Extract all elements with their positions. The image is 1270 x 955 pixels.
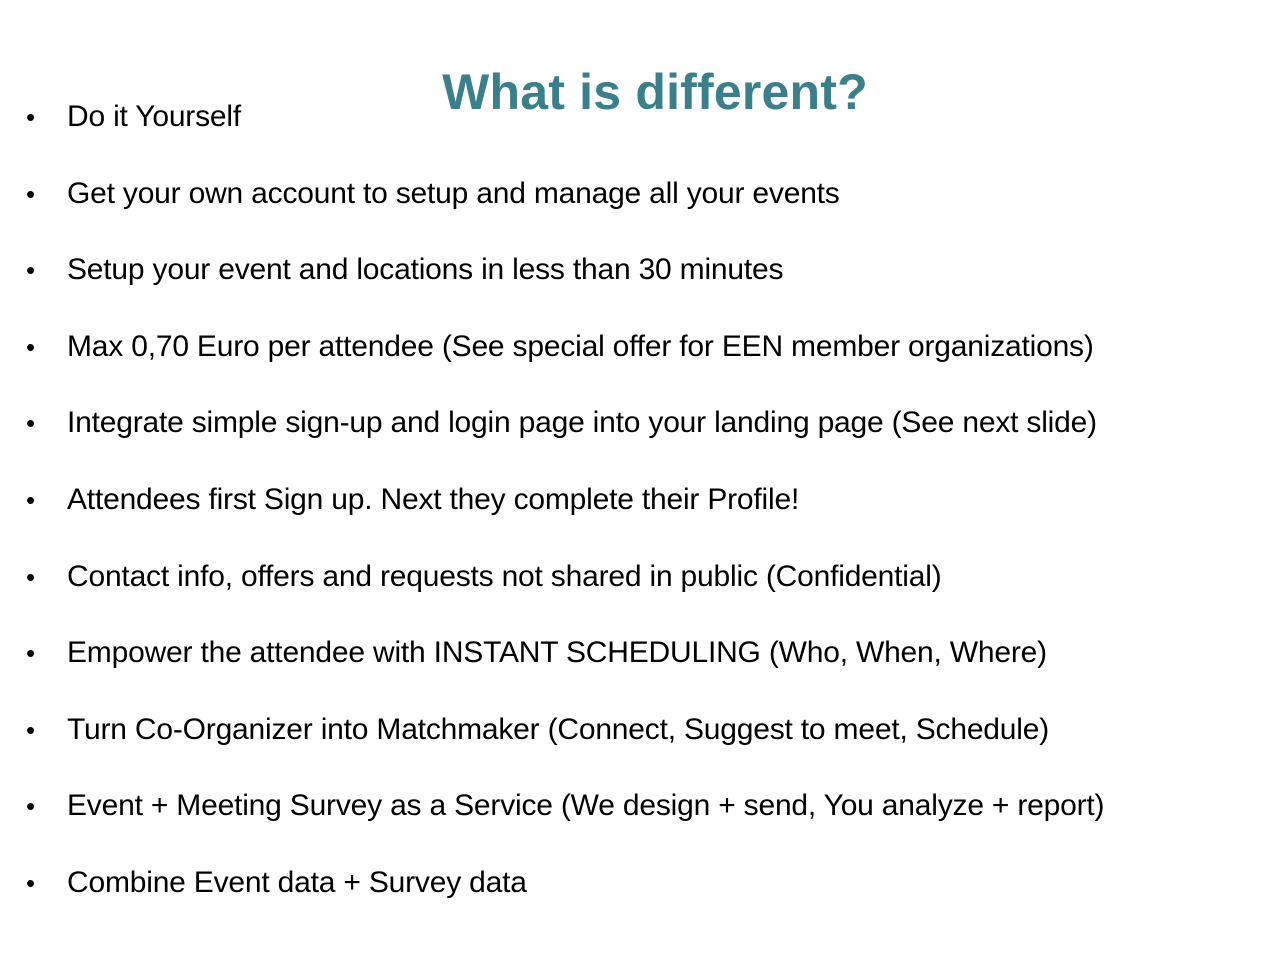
bullet-text: Combine Event data + Survey data: [67, 865, 527, 899]
bullet-dot-icon: •: [26, 408, 36, 439]
bullet-item-3: [0, 247, 1270, 324]
bullet-item-1: [0, 94, 1270, 171]
bullet-dot-icon: •: [26, 867, 36, 898]
bullet-text: Turn Co-Organizer into Matchmaker (Connect, Suggest to meet, Schedule): [67, 712, 1050, 746]
bullet-text: Contact info, offers and requests not shared in public (Confidential): [67, 559, 942, 593]
bullet-item-2: [0, 171, 1270, 248]
bullet-text: Empower the attendee with INSTANT SCHEDULING (Who, When, Where): [67, 636, 1047, 670]
bullet-item-9: [0, 707, 1270, 784]
bullet-item-10: [0, 783, 1270, 860]
bullet-item-7: [0, 554, 1270, 631]
bullet-item-4: [0, 324, 1270, 401]
bullet-text: Event + Meeting Survey as a Service (We design + send, You analyze + report): [67, 789, 1105, 823]
bullet-dot-icon: •: [26, 791, 36, 822]
bullet-item-5: [0, 400, 1270, 477]
bullet-text: Do it Yourself: [67, 100, 241, 133]
bullet-dot-icon: •: [26, 178, 36, 209]
bullet-dot-icon: •: [26, 102, 36, 132]
bullet-item-6: [0, 477, 1270, 554]
bullet-dot-icon: •: [26, 484, 36, 515]
bullet-text: Get your own account to setup and manage all your events: [67, 176, 840, 210]
bullet-dot-icon: •: [26, 638, 36, 669]
bullet-dot-icon: •: [26, 561, 36, 592]
bullet-list: [0, 94, 1270, 937]
bullet-text: Attendees first Sign up. Next they complete their Profile!: [67, 482, 800, 516]
bullet-dot-icon: •: [26, 714, 36, 745]
bullet-text: Max 0,70 Euro per attendee (See special offer for EEN member organizations): [67, 329, 1094, 363]
bullet-dot-icon: •: [26, 255, 36, 286]
slide-title: What is different?: [442, 63, 868, 120]
bullet-text: Integrate simple sign-up and login page into your landing page (See next slide): [67, 406, 1097, 440]
bullet-dot-icon: •: [26, 331, 36, 362]
bullet-item-11: [0, 860, 1270, 937]
bullet-item-8: [0, 630, 1270, 707]
bullet-text: Setup your event and locations in less than 30 minutes: [67, 253, 784, 287]
